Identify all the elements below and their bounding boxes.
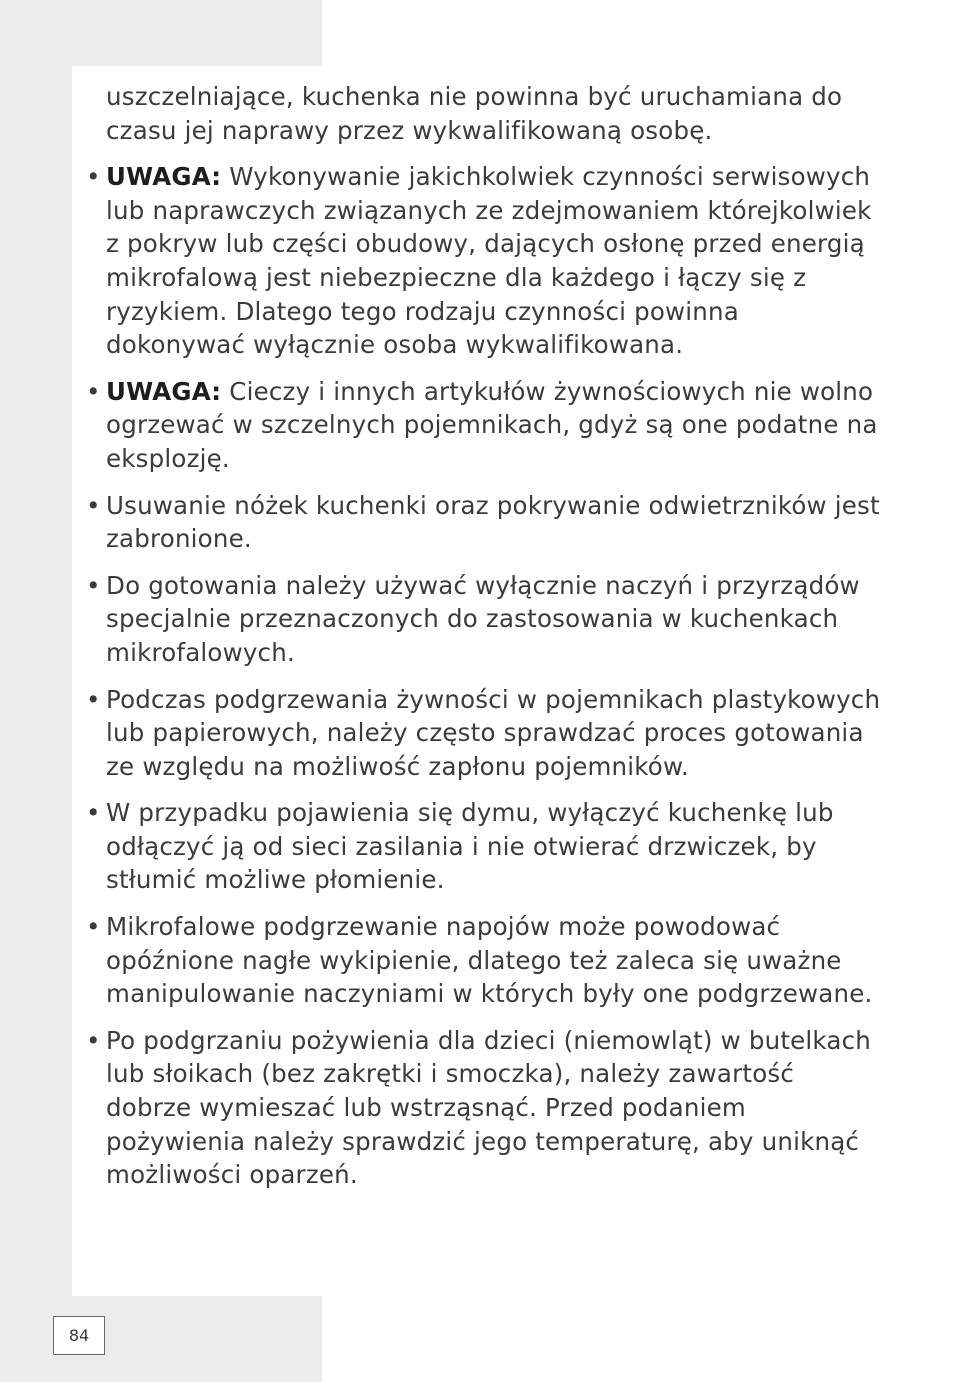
list-item-text: Po podgrzaniu pożywienia dla dzieci (niemowląt) w butelkach lub słoikach (bez zakrętki i smoczka), należy zawartość dobrze wymieszać lub wstrząsnąć. Przed podaniem pożywienia należy sprawdzić jego temperaturę, aby uniknąć możliwości oparzeń. xyxy=(106,1025,871,1190)
list-item xyxy=(86,683,882,784)
list-item xyxy=(86,489,882,556)
continuation-paragraph: uszczelniające, kuchenka nie powinna być uruchamiana do czasu jej naprawy przez wykwalifikowaną osobę. xyxy=(106,82,843,145)
list-item xyxy=(86,160,882,362)
list-item xyxy=(86,796,882,897)
bullet-glyph: • xyxy=(86,912,101,942)
text-block xyxy=(86,80,882,1205)
list-item-text: W przypadku pojawienia się dymu, wyłączyć kuchenkę lub odłączyć ją od sieci zasilania i nie otwierać drzwiczek, by stłumić możliwe płomienie. xyxy=(106,798,834,895)
list-item-text: Do gotowania należy używać wyłącznie naczyń i przyrządów specjalnie przeznaczonych do zastosowania w kuchenkach mikrofalowych. xyxy=(106,570,860,667)
page-number: 84 xyxy=(53,1316,105,1355)
bullet-glyph: • xyxy=(86,798,101,828)
bullet-glyph: • xyxy=(86,1025,101,1055)
warning-label: UWAGA: xyxy=(106,162,222,192)
list-item-text: Cieczy i innych artykułów żywnościowych nie wolno ogrzewać w szczelnych pojemnikach, gdyż są one podatne na eksplozję. xyxy=(106,376,878,473)
list-item-text: Usuwanie nóżek kuchenki oraz pokrywanie odwietrzników jest zabronione. xyxy=(106,490,880,554)
bullet-glyph: • xyxy=(86,570,101,600)
bullet-glyph: • xyxy=(86,162,101,192)
bullet-glyph: • xyxy=(86,490,101,520)
list-item xyxy=(86,569,882,670)
list-item-text: Mikrofalowe podgrzewanie napojów może powodować opóźnione nagłe wykipienie, dlatego też zaleca się uważne manipulowanie naczyniami w których były one podgrzewane. xyxy=(106,912,873,1009)
bullet-glyph: • xyxy=(86,684,101,714)
list-item-text: Wykonywanie jakichkolwiek czynności serwisowych lub naprawczych związanych ze zdejmowaniem którejkolwiek z pokryw lub części obudowy, dających osłonę przed energią mikrofalową jest niebezpieczne dla każdego i łączy się z ryzykiem. Dlatego tego rodzaju czynności powinna dokonywać wyłącznie osoba wykwalifikowana. xyxy=(106,162,872,360)
list-item-text: Podczas podgrzewania żywności w pojemnikach plastykowych lub papierowych, należy często sprawdzać proces gotowania ze względu na możliwość zapłonu pojemników. xyxy=(106,684,881,781)
list-item xyxy=(86,910,882,1011)
warning-label: UWAGA: xyxy=(106,376,222,406)
content-panel xyxy=(72,66,954,1296)
list-item xyxy=(86,1024,882,1192)
bullet-glyph: • xyxy=(86,376,101,406)
list-item xyxy=(86,375,882,476)
